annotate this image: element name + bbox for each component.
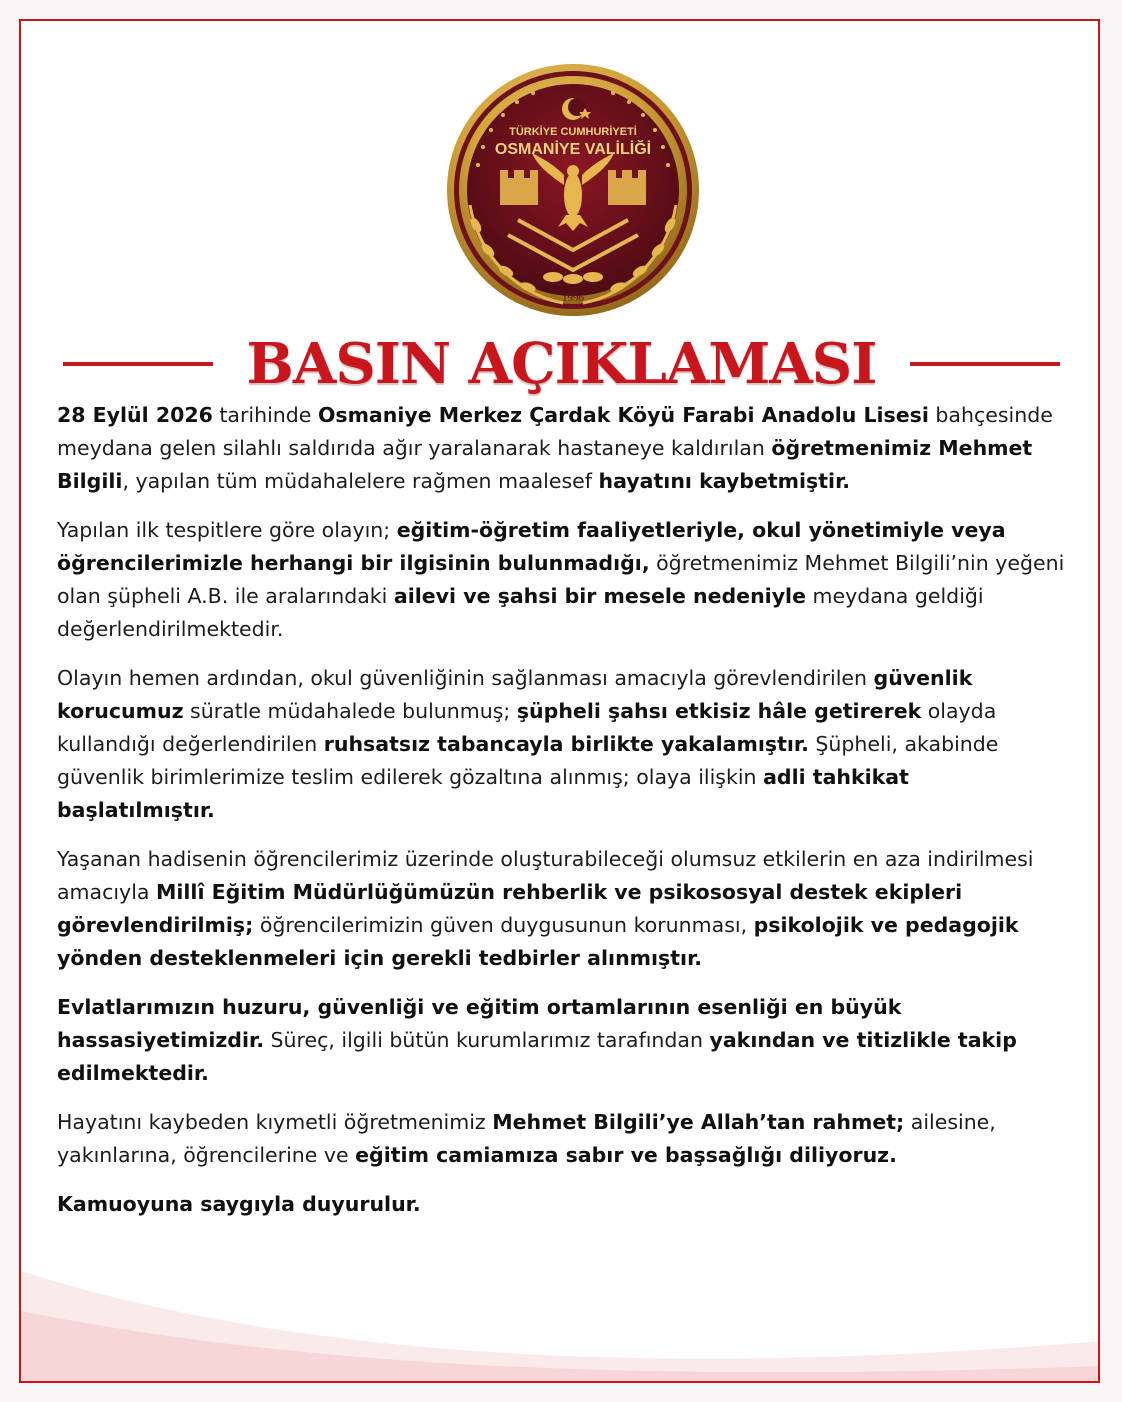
text-run: Şüpheli, akabinde güvenlik birimlerimize teslim edilerek gözaltına alınmış; olaya ilişkin: [57, 732, 999, 789]
text-run: Yaşanan hadisenin öğrencilerimiz üzerinde oluşturabileceği olumsuz etkilerin en aza indirilmesi amacıyla: [57, 847, 1034, 904]
emphasized-text: hayatını kaybetmiştir.: [598, 469, 851, 493]
press-release-frame: [19, 19, 1100, 1383]
emphasized-text: Mehmet Bilgili’ye Allah’tan rahmet;: [492, 1110, 905, 1134]
text-run: meydana geldiği değerlendirilmektedir.: [57, 584, 984, 641]
emphasized-text: ailevi ve şahsi bir mesele nedeniyle: [393, 584, 806, 608]
text-run: Hayatını kaybeden kıymetli öğretmenimiz: [57, 1110, 493, 1134]
emphasized-text: 28 Eylül 2026: [57, 403, 213, 427]
emphasized-text: Osmaniye Merkez Çardak Köyü Farabi Anadolu Lisesi: [317, 403, 929, 427]
paragraph: [57, 1188, 1073, 1221]
emphasized-text: adli tahkikat başlatılmıştır.: [57, 765, 909, 822]
text-run: Olayın hemen ardından, okul güvenliğinin sağlanması amacıyla görevlendirilen: [57, 666, 874, 690]
seal-name-text: OSMANİYE VALİLİĞİ: [494, 141, 652, 158]
decorative-wave: [21, 1231, 1100, 1381]
paragraph: [57, 514, 1073, 646]
osmaniye-governorship-seal: [428, 55, 718, 325]
text-run: ailesine, yakınlarına, öğrencilerine ve: [57, 1110, 996, 1167]
text-run: tarihinde: [212, 403, 318, 427]
title-rule-right: [910, 362, 1060, 366]
emphasized-text: eğitim-öğretim faaliyetleriyle, okul yönetimiyle veya öğrencilerimizle herhangi bir ilgisinin bulunmadığı,: [57, 518, 1006, 575]
title-rule-left: [63, 362, 213, 366]
emphasized-text: şüpheli şahsı etkisiz hâle getirerek: [516, 699, 922, 723]
emphasized-text: eğitim camiamıza sabır ve başsağlığı diliyoruz.: [355, 1143, 897, 1167]
seal-year-text: 1996: [562, 292, 584, 304]
press-release-body: [57, 399, 1073, 1237]
text-run: öğrencilerimizin güven duygusunun korunması,: [253, 913, 754, 937]
text-run: Süreç, ilgili bütün kurumlarımız tarafından: [263, 1028, 710, 1052]
text-run: , yapılan tüm müdahalelere rağmen maalesef: [122, 469, 599, 493]
press-release-title: BASIN AÇIKLAMASI: [246, 331, 877, 397]
emphasized-text: güvenlik korucumuz: [57, 666, 973, 723]
text-run: öğretmenimiz Mehmet Bilgili’nin yeğeni olan şüpheli A.B. ile aralarındaki: [57, 551, 1065, 608]
text-run: olayda kullandığı değerlendirilen: [57, 699, 997, 756]
paragraph: [57, 399, 1073, 498]
emphasized-text: öğretmenimiz Mehmet Bilgili: [57, 436, 1033, 493]
text-run: Yapılan ilk tespitlere göre olayın;: [57, 518, 397, 542]
paragraph: [57, 843, 1073, 975]
text-run: bahçesinde meydana gelen silahlı saldırıda ağır yaralanarak hastaneye kaldırılan: [57, 403, 1053, 460]
text-run: süratle müdahalede bulunmuş;: [183, 699, 517, 723]
emphasized-text: Evlatlarımızın huzuru, güvenliği ve eğitim ortamlarının esenliği en büyük hassasiyetimizdir.: [57, 995, 902, 1052]
emphasized-text: Kamuoyuna saygıyla duyurulur.: [57, 1192, 421, 1216]
paragraph: [57, 991, 1073, 1090]
emphasized-text: psikolojik ve pedagojik yönden desteklenmeleri için gerekli tedbirler alınmıştır.: [57, 913, 1019, 970]
emphasized-text: yakından ve titizlikle takip edilmektedir.: [57, 1028, 1017, 1085]
emphasized-text: ruhsatsız tabancayla birlikte yakalamıştır.: [323, 732, 809, 756]
paragraph: [57, 662, 1073, 827]
paragraph: [57, 1106, 1073, 1172]
emphasized-text: Millî Eğitim Müdürlüğümüzün rehberlik ve psikososyal destek ekipleri görevlendirilmiş;: [57, 880, 963, 937]
seal-top-text: TÜRKİYE CUMHURİYETİ: [509, 126, 637, 138]
